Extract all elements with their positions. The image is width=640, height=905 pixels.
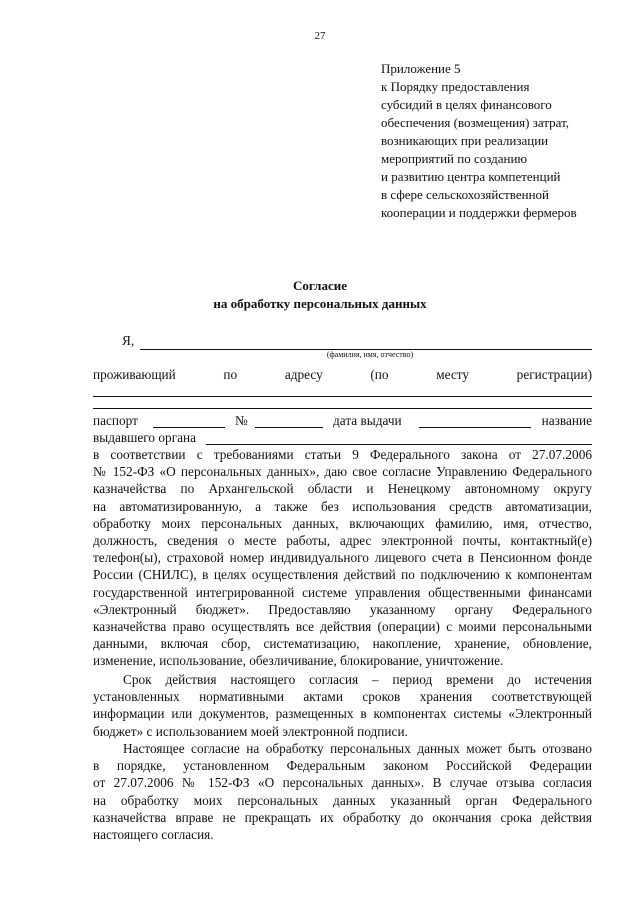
paragraph-line: в порядке, установленном Федеральным законом Российской Федерации	[93, 758, 592, 774]
consent-paragraph-2	[93, 671, 592, 740]
appendix-line: к Порядку предоставления	[381, 79, 530, 94]
residence-word: регистрации)	[516, 367, 592, 382]
passport-label: паспорт	[93, 413, 138, 428]
appendix-line: Приложение 5	[381, 61, 461, 76]
residence-line	[93, 366, 592, 384]
paragraph-line: изменение, использование, обезличивание, блокирование, уничтожение.	[93, 653, 504, 669]
paragraph-line: настоящего согласия.	[93, 827, 214, 843]
paragraph-line: установленных нормативными актами сроков хранения соответствующей	[93, 689, 592, 705]
page-number: 27	[314, 30, 326, 42]
title-line-1: Согласие	[293, 278, 347, 293]
paragraph-line: Срок действия настоящего согласия – период времени до истечения	[123, 672, 592, 687]
paragraph-line: должность, сведения о месте работы, адрес электронной почты, контактный(е)	[93, 533, 592, 549]
issuer-name-label: название	[541, 413, 592, 428]
residence-word: адресу	[284, 367, 323, 382]
consent-paragraph-3	[93, 740, 592, 843]
appendix-line: и развитию центра компетенций	[381, 169, 561, 184]
fio-caption: (фамилия, имя, отчество)	[326, 350, 414, 359]
residence-word: месту	[436, 367, 470, 382]
title-line-2: на обработку персональных данных	[213, 296, 427, 311]
residence-word: по	[223, 367, 238, 382]
paragraph-line: на обработку моих персональных данных указанный орган Федерального	[93, 792, 592, 808]
ya-label: Я,	[122, 333, 135, 348]
paragraph-line: казначейства по Архангельской области и Ненецкому автономному округу	[93, 481, 592, 497]
issuer-field[interactable]	[206, 444, 592, 445]
issuer-label: выдавшего органа	[93, 430, 197, 445]
paragraph-line: данными, включая сбор, систематизацию, накопление, хранение, обновление,	[93, 636, 592, 652]
paragraph-line: от 27.07.2006 № 152-ФЗ «О персональных данных». В случае отзыва согласия	[93, 775, 592, 791]
passport-line	[93, 412, 592, 430]
appendix-line: кооперации и поддержки фермеров	[381, 205, 577, 220]
issue-date-field[interactable]	[419, 427, 531, 428]
appendix-block	[381, 60, 621, 222]
appendix-line: субсидий в целях финансового	[381, 97, 552, 112]
address-field-1[interactable]	[93, 396, 592, 397]
paragraph-line: «Электронный бюджет». Предоставляю указанному органу Федерального	[93, 601, 592, 617]
paragraph-line: в соответствии с требованиями статьи 9 Федерального закона от 27.07.2006	[93, 447, 592, 462]
paragraph-line: телефон(ы), страховой номер индивидуального лицевого счета в Пенсионном фонде	[93, 550, 592, 566]
document-title	[0, 277, 640, 313]
paragraph-line: на автоматизированную, а также без использования средств автоматизации,	[93, 498, 592, 514]
paragraph-line: Настоящее согласие на обработку персональных данных может быть отозвано	[123, 741, 592, 756]
paragraph-line: бюджет» с использованием моей электронной подписи.	[93, 723, 408, 739]
paragraph-line: информации или документов, размещенных в компонентах системы «Электронный	[93, 706, 592, 722]
appendix-line: возникающих при реализации	[381, 133, 549, 148]
residence-word: (по	[370, 367, 389, 382]
fio-line	[122, 333, 592, 351]
paragraph-line: России (СНИЛС), в целях осуществления действий по подключению к компонентам	[93, 567, 592, 583]
paragraph-line: обработку моих персональных данных, включающих фамилию, имя, отчество,	[93, 515, 592, 531]
issuer-line	[93, 429, 592, 447]
address-field-2[interactable]	[93, 408, 592, 409]
passport-series-field[interactable]	[153, 427, 225, 428]
passport-number-label: №	[235, 413, 248, 428]
residence-word: проживающий	[93, 367, 176, 382]
appendix-line: мероприятий по созданию	[381, 151, 528, 166]
issue-date-label: дата выдачи	[333, 413, 402, 428]
paragraph-line: казначейства право осуществлять все действия (операции) с моими персональными	[93, 619, 592, 635]
paragraph-line: № 152-ФЗ «О персональных данных», даю свое согласие Управлению Федерального	[93, 464, 592, 480]
appendix-line: обеспечения (возмещения) затрат,	[381, 115, 570, 130]
paragraph-line: казначейства вправе не прекращать их обработку до окончания срока действия	[93, 809, 592, 825]
appendix-line: в сфере сельскохозяйственной	[381, 187, 549, 202]
passport-number-field[interactable]	[255, 427, 323, 428]
consent-paragraph-1	[93, 446, 592, 670]
paragraph-line: государственной интегрированной системе управления общественными финансами	[93, 584, 592, 600]
